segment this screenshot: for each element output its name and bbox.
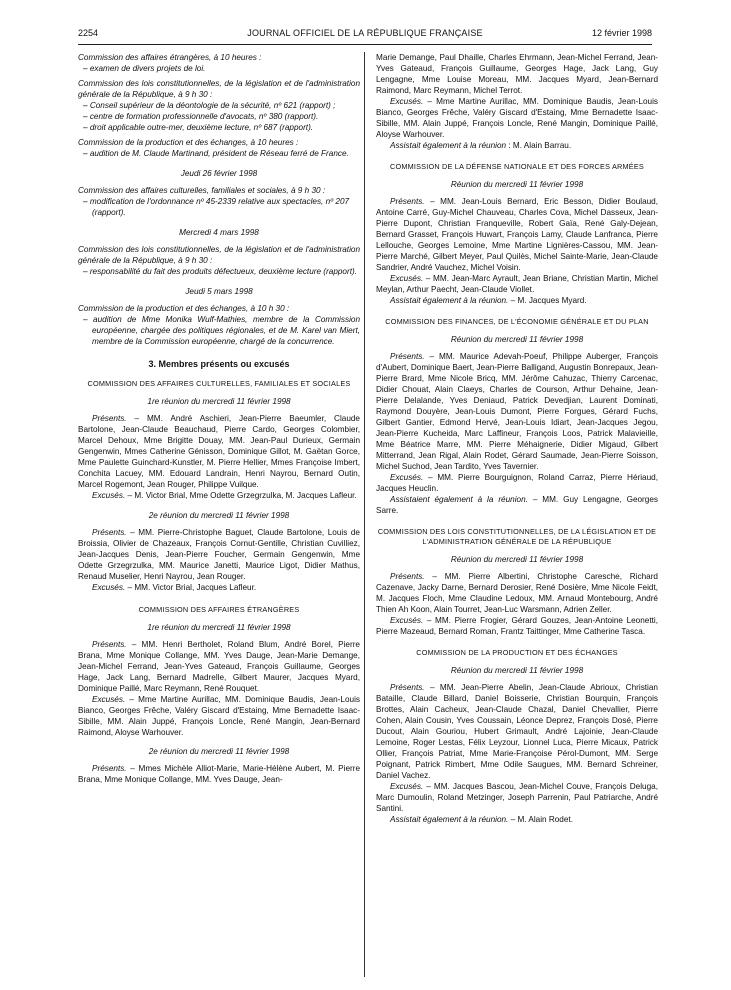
attendance-present bbox=[376, 196, 658, 273]
present-label: Présents. bbox=[92, 528, 127, 537]
agenda-commission: Commission des affaires étrangères, à 10 heures : bbox=[78, 53, 262, 62]
page-number: 2254 bbox=[78, 28, 99, 38]
attendance-excused bbox=[78, 694, 360, 738]
present-list-continued: Marie Demange, Paul Dhaille, Charles Ehrmann, Jean-Michel Ferrand, Jean-Yves Gateaud, François Guillaume, Georges Hage, Jack Lang, Guy Lengagne, Mme Louise Moreau, MM. Jacques Myard, Jean-Bernard Raimond, Marc Reymann, Michel Terrot. bbox=[376, 53, 658, 95]
agenda-item: – examen de divers projets de loi. bbox=[83, 64, 206, 73]
section-heading: 3. Membres présents ou excusés bbox=[148, 359, 290, 369]
present-list: – MM. Henri Bertholet, Roland Blum, André Borel, Pierre Brana, Mme Monique Collange, MM. Yves Dauge, Jean-Marie Demange, Jean-Michel Ferrand, Jean-Yves Gateaud, François Guillaume, Georges Hage, Jack Lang, Bernard Madrelle, Gilbert Maurer, Jacques Myard, Dominique Paillé, Marc Reymann, René Rouquet. bbox=[78, 640, 360, 693]
present-list: – MM. Pierre Albertini, Christophe Caresche, Richard Cazenave, Jacky Darne, Bernard Derosier, René Dosière, Mme Nicole Feidt, M. Jacques Floch, Mme Claudine Ledoux, MM. Arnaud Montebourg, André Thien Ah Koon, Alain Tourret, Jean-Luc Warsmann, Adrien Zeller. bbox=[376, 572, 658, 614]
excused-label: Excusés. bbox=[92, 695, 126, 704]
present-list: – MM. Pierre-Christophe Baguet, Claude Bartolone, Louis de Broissia, Olivier de Chazeaux, François Cornut-Gentille, Christian Cuvilliez, Jean-Jacques Denis, Jean-Pierre Foucher, Germain Gengenwin, Mme Odette Grzegrzulka, MM. Maurice Janetti, Maurice Ligot, Didier Mathus, Renaud Muselier, Henri Nayrou, Jean Rouger. bbox=[78, 528, 360, 581]
agenda-item: – modification de l'ordonnance nº 45-2339 relative aux spectacles, nº 207 (rapport). bbox=[83, 197, 350, 217]
assist-list: – MM. Guy Lengagne, Georges Sarre. bbox=[376, 495, 658, 515]
agenda-item: – Conseil supérieur de la déontologie de la sécurité, nº 621 (rapport) ; bbox=[83, 101, 336, 110]
meeting-date: Réunion du mercredi 11 février 1998 bbox=[450, 666, 584, 675]
attendance-present bbox=[78, 527, 360, 582]
present-label: Présents. bbox=[390, 683, 425, 692]
excused-label: Excusés. bbox=[390, 274, 424, 283]
column-divider bbox=[364, 52, 365, 977]
agenda-commission: Commission des lois constitutionnelles, de la législation et de l'administration générale de la République, à 9 h 30 : bbox=[78, 245, 360, 265]
agenda-commission: Commission de la production et des échanges, à 10 h 30 : bbox=[78, 304, 290, 313]
agenda-commission: Commission des lois constitutionnelles, de la législation et de l'administration générale de la République, à 9 h 30 : bbox=[78, 79, 360, 99]
meeting-date: 1re réunion du mercredi 11 février 1998 bbox=[147, 397, 291, 406]
agenda-commission: Commission des affaires culturelles, familiales et sociales, à 9 h 30 : bbox=[78, 186, 326, 195]
header-rule bbox=[78, 44, 652, 45]
excused-list: – MM. Pierre Bourguignon, Roland Carraz, Pierre Hériaud, Jacques Heuclin. bbox=[376, 473, 658, 493]
meeting-date: Réunion du mercredi 11 février 1998 bbox=[450, 555, 584, 564]
excused-label: Excusés. bbox=[390, 473, 424, 482]
excused-list: – MM. Victor Brial, Jacques Lafleur. bbox=[125, 583, 257, 592]
page-header bbox=[78, 28, 652, 42]
excused-list: – MM. Jean-Marc Ayrault, Jean Briane, Christian Martin, Michel Meylan, Arthur Paecht, Jean-Claude Viollet. bbox=[376, 274, 658, 294]
attendance-present bbox=[376, 351, 658, 472]
attendance-present bbox=[78, 763, 360, 785]
attendance-assisting bbox=[376, 295, 658, 306]
excused-label: Excusés. bbox=[92, 491, 126, 500]
assist-list: – M. Alain Rodet. bbox=[508, 815, 573, 824]
attendance-excused bbox=[376, 96, 658, 140]
present-list: – MM. Maurice Adevah-Poeuf, Philippe Auberger, François d'Aubert, Dominique Baert, Jean-Pierre Balligand, Augustin Bonrepaux, Jean-Pierre Brard, Mme Nicole Bricq, MM. Jérôme Cahuzac, Thierry Carcenac, Didier Chouat, Alain Claeys, Charles de Courson, Arthur Dehaine, Jean-Pierre Delalande, Yves Deniaud, Patrick Devedjian, Laurent Dominati, Raymond Douyère, Jean-Louis Dumont, Pierre Forgues, Gérard Fuchs, Gilbert Gantier, Edmond Hervé, Jean-Louis Idiart, Jean-Jacques Jegou, Jean-Pierre Kucheida, Marc Laffineur, François Loos, Patrick Malavieille, Mme Béatrice Marre, MM. Pierre Méhaignerie, Didier Migaud, Gilbert Mitterrand, Jean Rigal, Alain Rodet, Gérard Saumade, Jean-Pierre Soisson, Michel Suchod, Jean Tardito, Yves Tavernier. bbox=[376, 352, 658, 471]
attendance-present bbox=[78, 413, 360, 490]
present-label: Présents. bbox=[390, 572, 425, 581]
agenda-item: – droit applicable outre-mer, deuxième lecture, nº 687 (rapport). bbox=[83, 123, 314, 132]
excused-label: Excusés. bbox=[390, 97, 424, 106]
excused-list: – M. Victor Brial, Mme Odette Grzegrzulka, M. Jacques Lafleur. bbox=[125, 491, 357, 500]
excused-label: Excusés. bbox=[390, 782, 424, 791]
meeting-date: Réunion du mercredi 11 février 1998 bbox=[450, 180, 584, 189]
excused-list: – MM. Pierre Frogier, Gérard Gouzes, Jean-Antoine Leonetti, Pierre Mazeaud, Bernard Roman, Frantz Taittinger, Mme Catherine Tasca. bbox=[376, 616, 658, 636]
meeting-date: Réunion du mercredi 11 février 1998 bbox=[450, 335, 584, 344]
agenda-date: Mercredi 4 mars 1998 bbox=[179, 228, 259, 237]
commission-title: COMMISSION DE LA DÉFENSE NATIONALE ET DES FORCES ARMÉES bbox=[389, 162, 644, 171]
present-list: – MM. Jean-Louis Bernard, Eric Besson, Didier Boulaud, Antoine Carré, Guy-Michel Chauveau, Charles Cova, Michel Dasseux, Jean-Pierre Dupont, Christian Franqueville, Robert Gaïa, René Galy-Dejean, Bernard Grasset, François Huwart, François Lamy, Claude Lanfranca, Pierre Lellouche, Georges Lemoine, Mme Martine Lignières-Cassou, MM. Jean-Pierre Marché, Gilbert Meyer, Paul Quilès, Michel Sainte-Marie, Jean-Claude Sandrier, André Vauchez, Michel Voisin. bbox=[376, 197, 658, 272]
agenda-date: Jeudi 5 mars 1998 bbox=[185, 287, 253, 296]
assist-list: – M. Jacques Myard. bbox=[508, 296, 587, 305]
present-label: Présents. bbox=[92, 764, 127, 773]
issue-date: 12 février 1998 bbox=[591, 28, 652, 38]
attendance-excused bbox=[78, 582, 360, 593]
excused-list: – Mme Martine Aurillac, MM. Dominique Baudis, Jean-Louis Bianco, Georges Frêche, Valéry Giscard d'Estaing, Mme Bernadette Isaac-Sibille, MM. Alain Juppé, François Loncle, René Mangin, Jean-Bernard Raimond, Aloyse Warhouver. bbox=[78, 695, 360, 737]
commission-title: COMMISSION DE LA PRODUCTION ET DES ÉCHANGES bbox=[416, 648, 618, 657]
attendance-present bbox=[78, 639, 360, 694]
excused-list: – MM. Jacques Bascou, Jean-Michel Couve, François Deluga, Marc Dumoulin, Roland Metzinger, Joseph Parrenin, Paul Patriarche, André Santini. bbox=[376, 782, 658, 813]
assist-label: Assistaient également à la réunion. bbox=[390, 495, 528, 504]
commission-title: COMMISSION DES AFFAIRES ÉTRANGÈRES bbox=[138, 605, 300, 614]
agenda-item: – responsabilité du fait des produits défectueux, deuxième lecture (rapport). bbox=[83, 267, 357, 276]
attendance-assisting bbox=[376, 140, 658, 151]
attendance-present bbox=[376, 571, 658, 615]
commission-title: COMMISSION DES AFFAIRES CULTURELLES, FAMILIALES ET SOCIALES bbox=[87, 379, 351, 388]
excused-label: Excusés. bbox=[92, 583, 126, 592]
left-column bbox=[78, 52, 360, 785]
attendance-present bbox=[376, 682, 658, 781]
attendance-excused bbox=[376, 472, 658, 494]
meeting-date: 2e réunion du mercredi 11 février 1998 bbox=[148, 511, 290, 520]
right-column bbox=[376, 52, 658, 825]
present-list: – MM. André Aschieri, Jean-Pierre Baeumler, Claude Bartolone, Jean-Claude Beauchaud, Pierre Cardo, Georges Colombier, Marcel Dehoux, Mme Brigitte Douay, MM. Jean-Paul Durieux, Germain Gengenwin, Mmes Catherine Génisson, Dominique Gillot, M. Gaëtan Gorce, Mme Paulette Guinchard-Kunstler, M. Pierre Hellier, Mmes Françoise Imbert, Conchita Lacuey, MM. Edouard Landrain, Henri Nayrou, Bernard Outin, Marcel Rogemont, Jean Rouger, Philippe Vuilque. bbox=[78, 414, 360, 489]
present-list: – Mmes Michèle Alliot-Marie, Marie-Hélène Aubert, M. Pierre Brana, Mme Monique Collange, MM. Yves Dauge, Jean- bbox=[78, 764, 360, 784]
attendance-excused bbox=[376, 615, 658, 637]
present-label: Présents. bbox=[92, 640, 127, 649]
attendance-excused bbox=[78, 490, 360, 501]
assist-label: Assistait également à la réunion. bbox=[390, 815, 509, 824]
present-label: Présents. bbox=[390, 352, 425, 361]
assist-list: : M. Alain Barrau. bbox=[506, 141, 572, 150]
agenda-commission: Commission de la production et des échanges, à 10 heures : bbox=[78, 138, 299, 147]
assist-label: Assistait également à la réunion. bbox=[390, 296, 509, 305]
attendance-assisting bbox=[376, 814, 658, 825]
journal-title: JOURNAL OFFICIEL DE LA RÉPUBLIQUE FRANÇAISE bbox=[247, 28, 483, 38]
excused-list: – Mme Martine Aurillac, MM. Dominique Baudis, Jean-Louis Bianco, Georges Frêche, Valéry Giscard d'Estaing, Mme Bernadette Isaac-Sibille, MM. Alain Juppé, François Loncle, René Mangin, Dominique Paillé, Aloyse Warhouver. bbox=[376, 97, 658, 139]
commission-title: COMMISSION DES LOIS CONSTITUTIONNELLES, DE LA LÉGISLATION ET DE L'ADMINISTRATION GÉNÉRALE DE LA RÉPUBLIQUE bbox=[377, 527, 657, 546]
meeting-date: 2e réunion du mercredi 11 février 1998 bbox=[148, 747, 290, 756]
present-label: Présents. bbox=[92, 414, 127, 423]
excused-label: Excusés. bbox=[390, 616, 424, 625]
meeting-date: 1re réunion du mercredi 11 février 1998 bbox=[147, 623, 291, 632]
attendance-excused bbox=[376, 273, 658, 295]
commission-title: COMMISSION DES FINANCES, DE L'ÉCONOMIE GÉNÉRALE ET DU PLAN bbox=[385, 317, 649, 326]
present-label: Présents. bbox=[390, 197, 425, 206]
attendance-assisting bbox=[376, 494, 658, 516]
assist-label: Assistait également à la réunion bbox=[390, 141, 507, 150]
attendance-excused bbox=[376, 781, 658, 814]
agenda-item: – audition de Mme Monika Wulf-Mathies, membre de la Commission européenne, chargée des politiques régionales, et de M. Karel van Miert, membre de la Commission européenne, chargé de la concurrence. bbox=[83, 315, 360, 346]
agenda-date: Jeudi 26 février 1998 bbox=[180, 169, 258, 178]
agenda-item: – audition de M. Claude Martinand, président de Réseau ferré de France. bbox=[83, 149, 349, 158]
present-list: – MM. Jean-Pierre Abelin, Jean-Claude Abrioux, Christian Bataille, Claude Billard, Daniel Boisserie, Christian Bourquin, François Brottes, Alain Cacheux, Jean-Claude Chazal, Daniel Chevallier, Pierre Cohen, Alain Cousin, Yves Coussain, Léonce Deprez, François Dosé, Pierre Ducout, Alain Gouriou, Hubert Grimault, André Lajoinie, Jean-Claude Lemoine, Roger Lestas, Félix Leyzour, Lionnel Luca, Pierre Micaux, Patrick Ollier, François Patriat, Mme Marie-Françoise Pérol-Dumont, MM. Serge Poignant, Patrick Rimbert, Mme Odile Saugues, MM. Bernard Schreiner, Daniel Vachez. bbox=[376, 683, 658, 780]
agenda-item: – centre de formation professionnelle d'avocats, nº 380 (rapport). bbox=[83, 112, 319, 121]
